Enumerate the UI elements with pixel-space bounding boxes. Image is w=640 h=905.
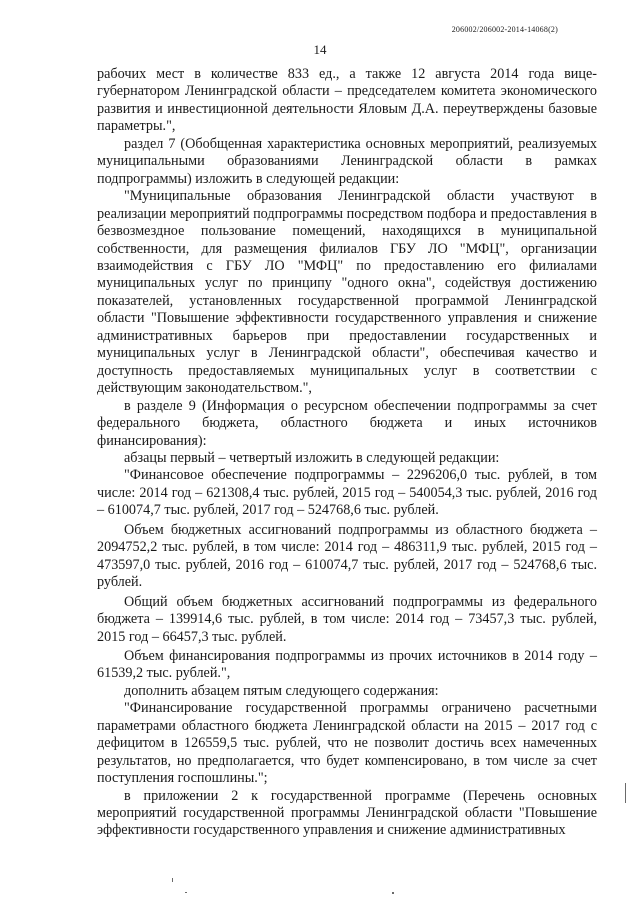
- paragraph-9: Объем финансирования подпрограммы из прочих источников в 2014 году – 61539,2 тыс. рублей.",: [97, 647, 597, 682]
- paragraph-10: дополнить абзацем пятым следующего содержания:: [124, 682, 439, 699]
- page-number: 14: [313, 42, 327, 57]
- document-registration-number: 206002/206002-2014-14068(2): [451, 25, 558, 34]
- paragraph-3: "Муниципальные образования Ленинградской области участвуют в реализации мероприятий подпрограммы посредством подбора и предоставления в безвозмездное пользование помещений, находящихся в муниципальной собственности, для размещения филиалов ГБУ ЛО "МФЦ", организации взаимодействия с ГБУ ЛО "МФЦ" по предоставлению его филиалами муниципальных услуг по принципу "одного окна", содействуя достижению показателей, установленных государственной программой Ленинградской области "Повышение эффективности государственного управления и снижение административных барьеров при предоставлении государственных и муниципальных услуг в Ленинградской области", обеспечивая качество и доступность предоставляемых муниципальных услуг в соответствии с действующим законодательством.",: [97, 188, 597, 397]
- paragraph-5: абзацы первый – четвертый изложить в следующей редакции:: [124, 449, 500, 466]
- paragraph-2: раздел 7 (Обобщенная характеристика основных мероприятий, реализуемых муниципальными образованиями Ленинградской области в рамках подпрограммы) изложить в следующей редакции:: [97, 135, 597, 187]
- paragraph-6: "Финансовое обеспечение подпрограммы – 2296206,0 тыс. рублей, в том числе: 2014 год – 621308,4 тыс. рублей, 2015 год – 540054,3 тыс. рублей, 2016 год – 610074,7 тыс. рублей, 2017 год – 524768,6 тыс. рублей.: [97, 467, 597, 519]
- paragraph-1: рабочих мест в количестве 833 ед., а также 12 августа 2014 года вице-губернатором Ленинградской области – председателем комитета экономического развития и инвестиционной деятельности Яловым Д.А. переутверждены базовые параметры.",: [97, 66, 597, 135]
- paragraph-8: Общий объем бюджетных ассигнований подпрограммы из федерального бюджета – 139914,6 тыс. рублей, в том числе: 2014 год – 73457,3 тыс. рублей, 2015 год – 66457,3 тыс. рублей.: [97, 593, 597, 645]
- scan-artifact-dot: [172, 878, 173, 882]
- paragraph-4: в разделе 9 (Информация о ресурсном обеспечении подпрограммы за счет федерального бюджета, областного бюджета и иных источников финансирования):: [97, 397, 597, 449]
- scan-artifact-dot: [185, 892, 187, 893]
- scan-artifact-line: [625, 783, 626, 803]
- paragraph-7: Объем бюджетных ассигнований подпрограммы из областного бюджета – 2094752,2 тыс. рублей, в том числе: 2014 год – 486311,9 тыс. рублей, 2015 год – 473597,0 тыс. рублей, 2016 год – 610074,7 тыс. рублей, 2017 год – 524768,6 тыс. рублей.: [97, 521, 597, 591]
- paragraph-11: "Финансирование государственной программы ограничено расчетными параметрами областного бюджета Ленинградской области на 2015 – 2017 год с дефицитом в 126559,5 тыс. рублей, что не позволит достичь всех намеченных результатов, но предполагается, что будет компенсировано, в том числе за счет поступления госпошлины.";: [97, 700, 597, 787]
- document-body: [97, 66, 597, 840]
- paragraph-12: в приложении 2 к государственной программе (Перечень основных мероприятий государственной программы Ленинградской области "Повышение эффективности государственного управления и снижение административных: [97, 787, 597, 839]
- scan-artifact-dot: [392, 892, 394, 894]
